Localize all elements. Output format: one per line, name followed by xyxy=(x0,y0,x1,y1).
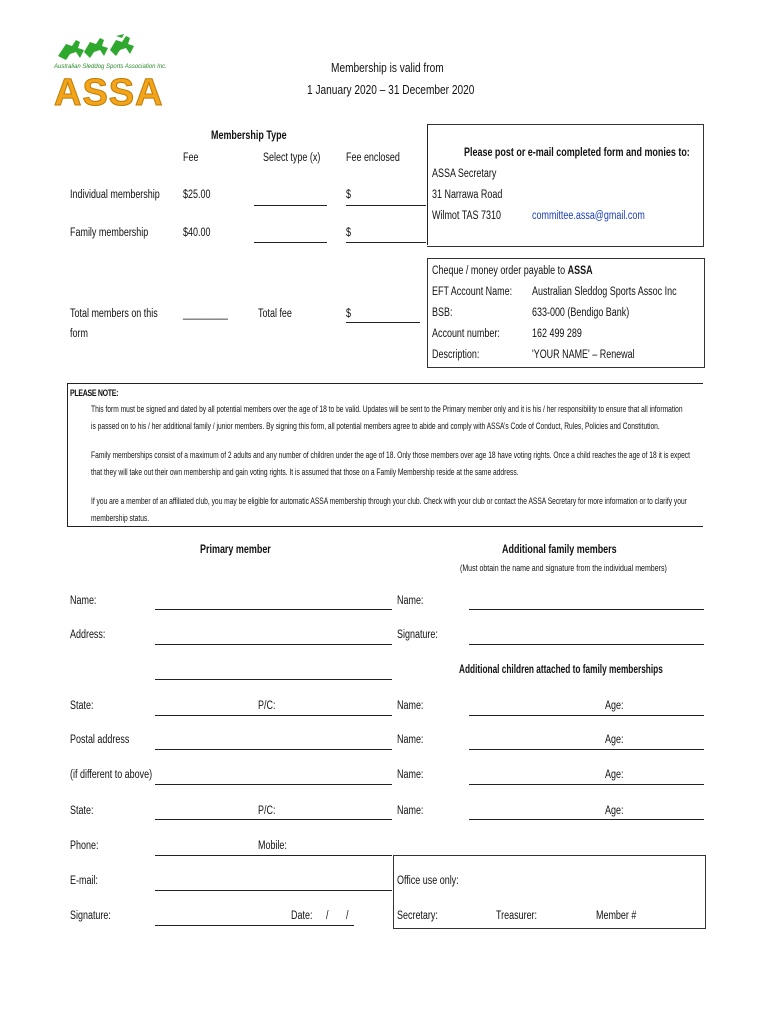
additional-name-field[interactable] xyxy=(469,609,704,610)
fee-enclosed-column-header: Fee enclosed xyxy=(346,152,400,164)
additional-members-heading: Additional family members xyxy=(502,544,617,556)
family-membership-fee: $40.00 xyxy=(183,227,211,239)
postal-address-label: Postal address xyxy=(70,734,130,746)
note-heading: PLEASE NOTE: xyxy=(70,388,119,398)
secretary-email-link[interactable]: committee.assa@gmail.com xyxy=(532,210,645,222)
additional-signature-label: Signature: xyxy=(397,629,438,641)
date-label: Date: xyxy=(291,910,313,922)
primary-address-field-2[interactable] xyxy=(155,679,392,680)
cheque-payable-text: Cheque / money order payable to ASSA xyxy=(432,265,593,277)
primary-member-heading: Primary member xyxy=(200,544,271,556)
postal-address-field-2[interactable] xyxy=(155,784,392,785)
email-field[interactable] xyxy=(155,890,392,891)
membership-type-heading: Membership Type xyxy=(211,130,287,142)
post-box-left-border xyxy=(427,124,428,245)
individual-membership-fee: $25.00 xyxy=(183,189,211,201)
total-fee-field[interactable] xyxy=(346,322,420,323)
phone-label: Phone: xyxy=(70,840,99,852)
family-membership-label: Family membership xyxy=(70,227,149,239)
bsb-value: 633-000 (Bendigo Bank) xyxy=(532,307,630,319)
note-bottom-rule xyxy=(67,526,703,527)
office-use-heading: Office use only: xyxy=(397,875,459,887)
family-select-field[interactable] xyxy=(254,242,327,243)
individual-enclosed-field[interactable] xyxy=(346,205,426,206)
individual-enclosed-symbol: $ xyxy=(346,189,351,201)
bsb-label: BSB: xyxy=(432,307,453,319)
note-paragraph-3b: membership status. xyxy=(91,513,150,523)
post-address-line-1: ASSA Secretary xyxy=(432,168,497,180)
child-3-name-label: Name: xyxy=(397,769,424,781)
eft-account-name-label: EFT Account Name: xyxy=(432,286,513,298)
child-1-name-label: Name: xyxy=(397,700,424,712)
additional-name-label: Name: xyxy=(397,595,424,607)
primary-name-field[interactable] xyxy=(155,609,392,610)
description-label: Description: xyxy=(432,349,480,361)
office-treasurer-label: Treasurer: xyxy=(496,910,538,922)
validity-line-2: 1 January 2020 – 31 December 2020 xyxy=(307,82,475,97)
primary-state-pc-field[interactable] xyxy=(155,715,392,716)
child-4-name-label: Name: xyxy=(397,805,424,817)
primary-address-label: Address: xyxy=(70,629,106,641)
date-slash-2: / xyxy=(346,910,349,922)
total-members-field[interactable]: _________ xyxy=(183,308,228,320)
note-left-rule xyxy=(67,383,68,526)
office-secretary-label: Secretary: xyxy=(397,910,438,922)
note-paragraph-2a: Family memberships consist of a maximum of 2 adults and any number of children under the age of 18. Only those members over age 18 have voting rights. Once a child reaches the age of 18 it is expect xyxy=(91,450,690,460)
account-number-label: Account number: xyxy=(432,328,500,340)
account-number-value: 162 499 289 xyxy=(532,328,582,340)
individual-membership-label: Individual membership xyxy=(70,189,160,201)
sled-dogs-icon xyxy=(56,32,142,64)
primary-signature-field[interactable] xyxy=(155,925,354,926)
note-paragraph-2b: that they will take out their own membership and gain voting rights. It is assumed that those on a Family Membership reside at the same address. xyxy=(91,467,519,477)
cheque-payee: ASSA xyxy=(567,265,593,277)
postal-state-label: State: xyxy=(70,805,94,817)
child-3-field[interactable] xyxy=(469,784,704,785)
child-1-field[interactable] xyxy=(469,715,704,716)
logo-acronym: ASSA xyxy=(54,72,164,114)
child-1-age-label: Age: xyxy=(605,700,624,712)
note-paragraph-3a: If you are a member of an affiliated club, you may be eligible for automatic ASSA membership through your club. Check with your club or contact the ASSA Secretary for more information or to clarify your xyxy=(91,496,687,506)
if-different-label: (if different to above) xyxy=(70,769,153,781)
date-slash-1: / xyxy=(326,910,329,922)
note-top-rule xyxy=(67,383,703,384)
child-2-age-label: Age: xyxy=(605,734,624,746)
individual-select-field[interactable] xyxy=(254,205,327,206)
primary-address-field-1[interactable] xyxy=(155,644,392,645)
child-2-field[interactable] xyxy=(469,749,704,750)
select-type-column-header: Select type (x) xyxy=(263,152,321,164)
total-members-label-2: form xyxy=(70,328,88,340)
fee-column-header: Fee xyxy=(183,152,199,164)
additional-children-heading: Additional children attached to family memberships xyxy=(459,664,663,676)
postal-state-pc-field[interactable] xyxy=(155,819,392,820)
postal-address-field[interactable] xyxy=(155,749,392,750)
postal-pc-label: P/C: xyxy=(258,805,276,817)
post-address-line-2: 31 Narrawa Road xyxy=(432,189,503,201)
total-fee-label: Total fee xyxy=(258,308,292,320)
child-4-age-label: Age: xyxy=(605,805,624,817)
total-members-label-1: Total members on this xyxy=(70,308,158,320)
additional-signature-field[interactable] xyxy=(469,644,704,645)
mobile-label: Mobile: xyxy=(258,840,287,852)
primary-pc-label: P/C: xyxy=(258,700,276,712)
child-3-age-label: Age: xyxy=(605,769,624,781)
description-value: 'YOUR NAME' – Renewal xyxy=(532,349,635,361)
primary-name-label: Name: xyxy=(70,595,97,607)
validity-line-1: Membership is valid from xyxy=(331,60,444,75)
email-label: E-mail: xyxy=(70,875,98,887)
logo-org-text: Australian Sleddog Sports Association Inc. xyxy=(54,64,167,70)
child-2-name-label: Name: xyxy=(397,734,424,746)
additional-members-subheading: (Must obtain the name and signature from the individual members) xyxy=(460,563,667,573)
phone-mobile-field[interactable] xyxy=(155,855,392,856)
post-instructions-box xyxy=(427,124,704,247)
note-paragraph-1a: This form must be signed and dated by all potential members over the age of 18 to be valid. Updates will be sent to the Primary member only and it is his / her responsibility to ensure that all information xyxy=(91,404,683,414)
primary-signature-label: Signature: xyxy=(70,910,111,922)
family-enclosed-symbol: $ xyxy=(346,227,351,239)
child-4-field[interactable] xyxy=(469,819,704,820)
post-heading: Please post or e-mail completed form and monies to: xyxy=(464,147,690,159)
post-address-line-3: Wilmot TAS 7310 xyxy=(432,210,501,222)
total-fee-symbol: $ xyxy=(346,308,351,320)
eft-account-name-value: Australian Sleddog Sports Assoc Inc xyxy=(532,286,677,298)
note-paragraph-1b: is passed on to his / her additional family / junior members. By signing this form, all potential members agree to abide and comply with ASSA’s Code of Conduct, Rules, Policies and Constitution. xyxy=(91,421,660,431)
office-member-number-label: Member # xyxy=(596,910,637,922)
family-enclosed-field[interactable] xyxy=(346,242,426,243)
primary-state-label: State: xyxy=(70,700,94,712)
